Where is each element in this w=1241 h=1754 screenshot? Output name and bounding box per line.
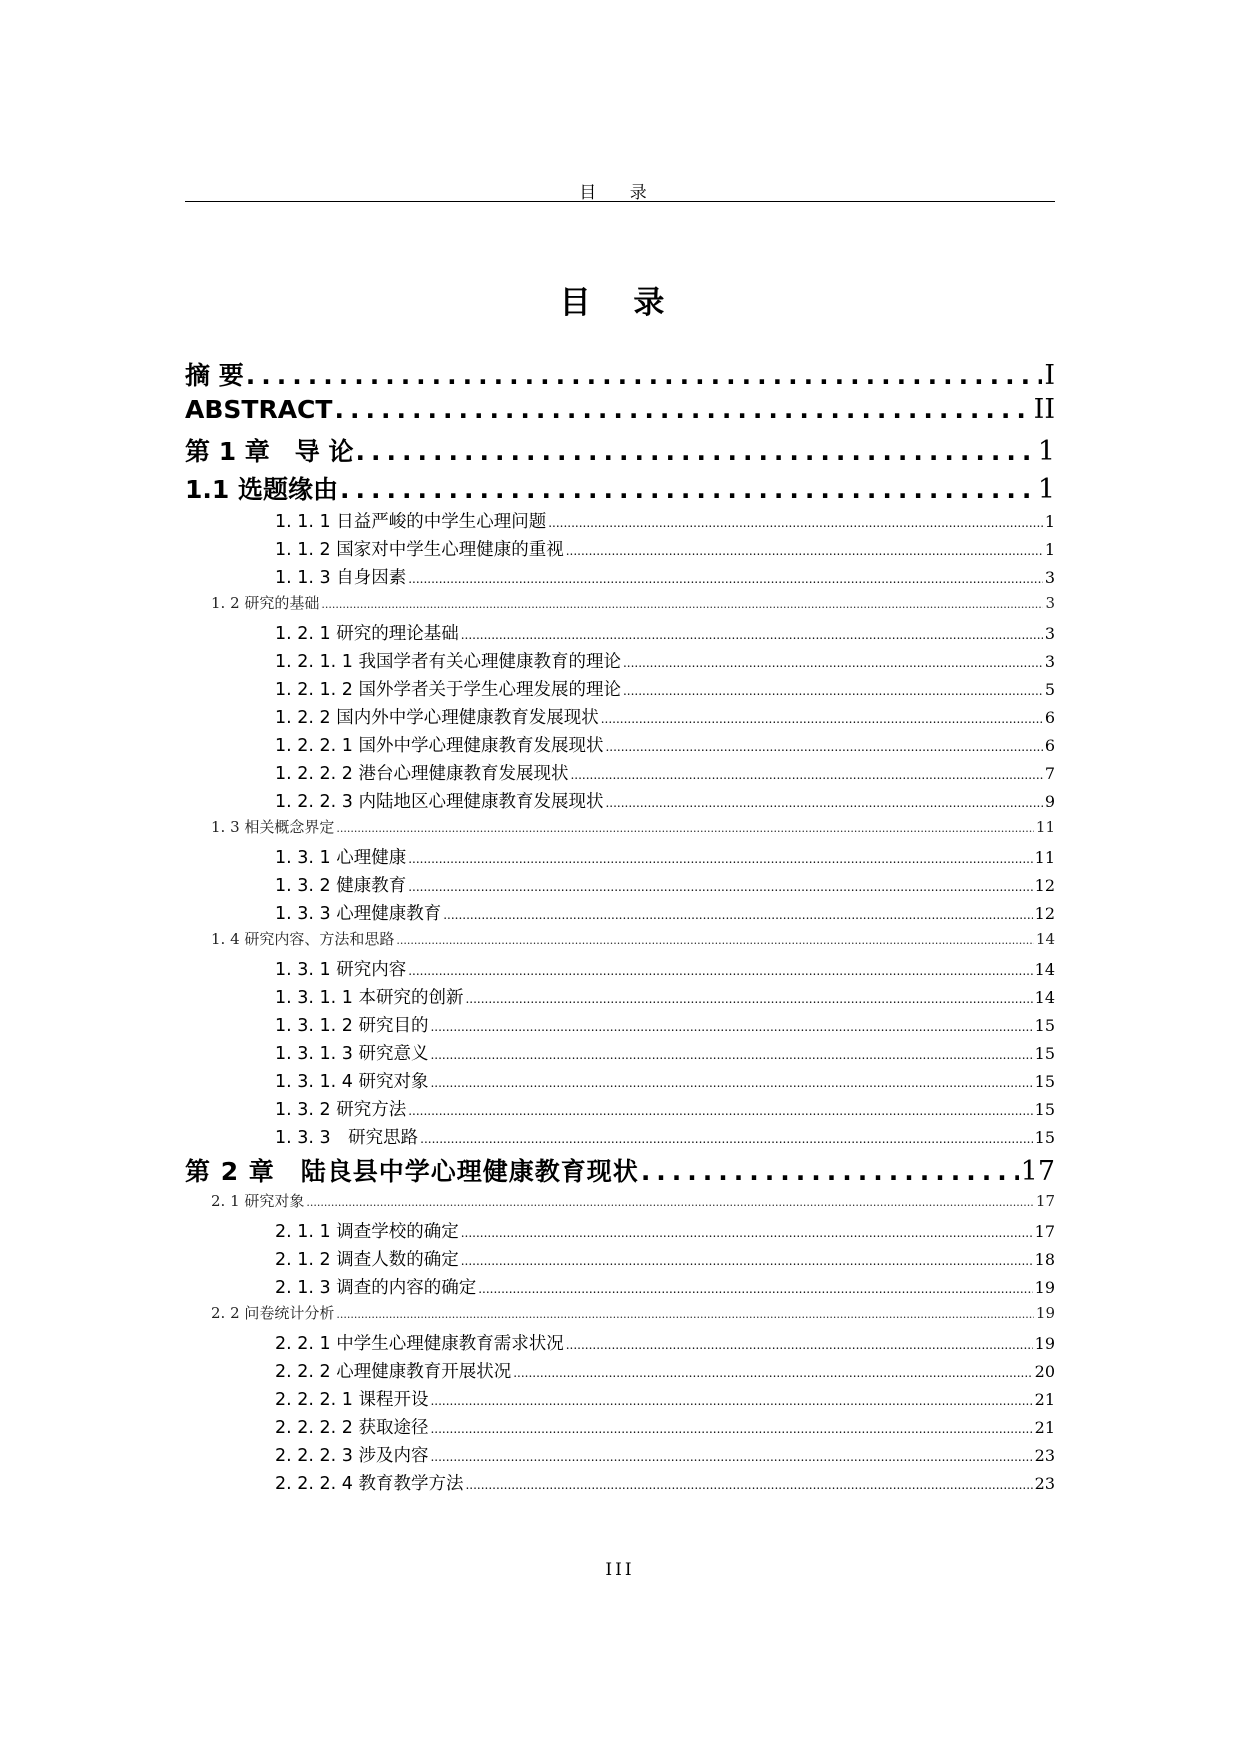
toc-entry-label: 2. 2 问卷统计分析 xyxy=(211,1304,335,1322)
header-rule xyxy=(185,201,1055,202)
toc-entry-page: 17 xyxy=(1020,1156,1055,1187)
dot-leader xyxy=(420,1132,1032,1146)
toc-entry-label: 1. 4 研究内容、方法和思路 xyxy=(211,930,395,948)
dot-leader xyxy=(408,1104,1032,1118)
dot-leader xyxy=(408,572,1043,586)
dot-leader xyxy=(336,822,1034,835)
toc-entry-label: 1. 2. 2 国内外中学心理健康教育发展现状 xyxy=(275,708,599,728)
toc-entry[interactable] xyxy=(185,788,1055,816)
toc-entry[interactable] xyxy=(185,1302,1055,1330)
toc-entry-page: 15 xyxy=(1034,1072,1055,1091)
toc-entry[interactable] xyxy=(185,470,1055,508)
toc-entry-page: 9 xyxy=(1044,792,1055,811)
toc-entry-page: 15 xyxy=(1034,1044,1055,1063)
toc-entry-label: 1. 1. 3 自身因素 xyxy=(275,568,407,588)
dot-leader xyxy=(408,852,1032,866)
toc-entry-label: 1. 3. 1. 2 研究目的 xyxy=(275,1016,429,1036)
dot-leader xyxy=(396,934,1034,947)
dot-leader xyxy=(465,992,1032,1006)
toc-entry-label: 2. 2. 1 中学生心理健康教育需求状况 xyxy=(275,1334,564,1354)
toc-entry-page: 3 xyxy=(1044,652,1055,671)
toc-entry[interactable] xyxy=(185,844,1055,872)
dot-leader xyxy=(605,740,1042,754)
toc-entry-page: 1 xyxy=(1044,540,1055,559)
toc-entry-page: 1 xyxy=(1037,474,1055,505)
toc-entry-label: 2. 2. 2. 2 获取途径 xyxy=(275,1418,429,1438)
toc-entry-page: I xyxy=(1044,360,1055,391)
toc-entry-label: 2. 2. 2. 1 课程开设 xyxy=(275,1390,429,1410)
toc-entry-label: 1. 3 相关概念界定 xyxy=(211,818,335,836)
toc-entry[interactable] xyxy=(185,648,1055,676)
dot-leader xyxy=(408,964,1032,978)
running-head: 目 录 xyxy=(579,183,661,203)
toc-entry-label: 1. 2 研究的基础 xyxy=(211,594,320,612)
table-of-contents xyxy=(185,356,1055,1498)
toc-entry-label: 1. 3. 2 健康教育 xyxy=(275,876,407,896)
toc-entry-label: 2. 1 研究对象 xyxy=(211,1192,305,1210)
toc-entry-label: 1. 3. 3 心理健康教育 xyxy=(275,904,442,924)
toc-entry-page: II xyxy=(1033,394,1055,425)
toc-entry-page: 15 xyxy=(1034,1100,1055,1119)
toc-entry[interactable] xyxy=(185,1330,1055,1358)
toc-entry-page: 17 xyxy=(1034,1222,1055,1241)
toc-entry-label: 1. 2. 1 研究的理论基础 xyxy=(275,624,459,644)
toc-entry-label: 2. 2. 2. 4 教育教学方法 xyxy=(275,1474,464,1494)
toc-entry-page: 14 xyxy=(1034,960,1055,979)
dot-leader xyxy=(478,1282,1032,1296)
toc-entry-page: 3 xyxy=(1044,568,1055,587)
toc-entry-page: 1 xyxy=(1044,512,1055,531)
toc-entry[interactable] xyxy=(185,1012,1055,1040)
toc-entry[interactable] xyxy=(185,432,1055,470)
dot-leader xyxy=(408,880,1032,894)
dot-leader xyxy=(605,796,1042,810)
dot-leader xyxy=(430,1450,1032,1464)
dot-leader xyxy=(465,1478,1032,1492)
dot-leader xyxy=(601,712,1043,726)
toc-entry-page: 23 xyxy=(1034,1446,1055,1465)
toc-entry-label: 1. 2. 2. 3 内陆地区心理健康教育发展现状 xyxy=(275,792,604,812)
toc-entry-page: 15 xyxy=(1034,1016,1055,1035)
dot-leader xyxy=(306,1196,1034,1209)
toc-entry-label: 1. 3. 1. 4 研究对象 xyxy=(275,1072,429,1092)
toc-entry-label: 1. 2. 1. 2 国外学者关于学生心理发展的理论 xyxy=(275,680,621,700)
dot-leader xyxy=(430,1076,1032,1090)
toc-entry-page: 19 xyxy=(1035,1304,1055,1322)
dot-leader xyxy=(623,684,1043,698)
toc-entry-label: 2. 2. 2. 3 涉及内容 xyxy=(275,1446,429,1466)
toc-entry[interactable] xyxy=(185,1068,1055,1096)
toc-entry-page: 21 xyxy=(1034,1390,1055,1409)
toc-entry-page: 21 xyxy=(1034,1418,1055,1437)
dot-leader xyxy=(461,1254,1033,1268)
toc-entry[interactable] xyxy=(185,536,1055,564)
toc-entry[interactable] xyxy=(185,1386,1055,1414)
toc-entry-label: 1. 1. 2 国家对中学生心理健康的重视 xyxy=(275,540,564,560)
toc-entry[interactable] xyxy=(185,1124,1055,1152)
dot-leader xyxy=(430,1048,1032,1062)
page-number: III xyxy=(605,1560,635,1580)
toc-entry[interactable] xyxy=(185,1246,1055,1274)
toc-entry-label: 1. 2. 2. 2 港台心理健康教育发展现状 xyxy=(275,764,569,784)
toc-entry-page: 3 xyxy=(1044,624,1055,643)
toc-entry-page: 3 xyxy=(1045,594,1055,612)
dot-leader xyxy=(548,516,1043,530)
toc-entry-label: 2. 2. 2 心理健康教育开展状况 xyxy=(275,1362,512,1382)
toc-entry[interactable] xyxy=(185,356,1055,394)
toc-entry[interactable] xyxy=(185,984,1055,1012)
toc-entry[interactable] xyxy=(185,1274,1055,1302)
toc-entry[interactable] xyxy=(185,1218,1055,1246)
toc-entry[interactable] xyxy=(185,508,1055,536)
toc-entry[interactable] xyxy=(185,620,1055,648)
dot-leader xyxy=(430,1020,1032,1034)
dot-leader xyxy=(461,1226,1033,1240)
toc-entry[interactable] xyxy=(185,816,1055,844)
dot-leader xyxy=(321,598,1043,611)
toc-entry-page: 19 xyxy=(1034,1334,1055,1353)
dot-leader xyxy=(461,628,1043,642)
toc-entry[interactable] xyxy=(185,1442,1055,1470)
dot-leader xyxy=(336,1308,1034,1321)
toc-entry-page: 14 xyxy=(1034,988,1055,1007)
page-title: 目 录 xyxy=(559,285,681,321)
toc-entry-label: 第 2 章 陆良县中学心理健康教育现状 xyxy=(185,1157,639,1186)
dot-leader xyxy=(443,908,1032,922)
toc-entry[interactable] xyxy=(185,592,1055,620)
toc-entry[interactable] xyxy=(185,1358,1055,1386)
toc-entry-label: 1. 3. 1. 3 研究意义 xyxy=(275,1044,429,1064)
dot-leader xyxy=(334,395,1031,424)
toc-entry-label: 2. 1. 2 调查人数的确定 xyxy=(275,1250,459,1270)
toc-entry-page: 5 xyxy=(1044,680,1055,699)
toc-entry-label: 2. 1. 3 调查的内容的确定 xyxy=(275,1278,477,1298)
dot-leader xyxy=(570,768,1042,782)
toc-entry-page: 12 xyxy=(1034,904,1055,923)
toc-entry-label: 摘 要 xyxy=(185,361,244,390)
toc-entry[interactable] xyxy=(185,1414,1055,1442)
toc-entry-label: 1. 2. 1. 1 我国学者有关心理健康教育的理论 xyxy=(275,652,621,672)
toc-entry-page: 14 xyxy=(1035,930,1055,948)
toc-entry-label: 1. 3. 1 心理健康 xyxy=(275,848,407,868)
toc-entry-page: 12 xyxy=(1034,876,1055,895)
toc-entry[interactable] xyxy=(185,1470,1055,1498)
toc-entry-label: 1. 1. 1 日益严峻的中学生心理问题 xyxy=(275,512,547,532)
dot-leader xyxy=(356,437,1036,466)
toc-entry-label: 1. 3. 1. 1 本研究的创新 xyxy=(275,988,464,1008)
toc-entry-label: ABSTRACT xyxy=(185,395,333,424)
toc-entry[interactable] xyxy=(185,1040,1055,1068)
toc-entry[interactable] xyxy=(185,900,1055,928)
toc-entry[interactable] xyxy=(185,564,1055,592)
dot-leader xyxy=(340,475,1036,504)
toc-entry[interactable] xyxy=(185,928,1055,956)
toc-entry-page: 20 xyxy=(1034,1362,1055,1381)
toc-entry-page: 18 xyxy=(1034,1250,1055,1269)
toc-entry[interactable] xyxy=(185,956,1055,984)
toc-entry-page: 19 xyxy=(1034,1278,1055,1297)
toc-entry-page: 11 xyxy=(1035,818,1055,836)
toc-entry-page: 7 xyxy=(1044,764,1055,783)
dot-leader xyxy=(513,1366,1032,1380)
toc-entry-page: 17 xyxy=(1035,1192,1055,1210)
dot-leader xyxy=(566,544,1043,558)
toc-entry-page: 6 xyxy=(1044,736,1055,755)
toc-entry[interactable] xyxy=(185,872,1055,900)
toc-entry[interactable] xyxy=(185,676,1055,704)
dot-leader xyxy=(566,1338,1033,1352)
toc-entry-page: 15 xyxy=(1034,1128,1055,1147)
dot-leader xyxy=(430,1394,1032,1408)
toc-entry-page: 6 xyxy=(1044,708,1055,727)
toc-entry[interactable] xyxy=(185,704,1055,732)
toc-entry-label: 1. 3. 1 研究内容 xyxy=(275,960,407,980)
toc-entry[interactable] xyxy=(185,1190,1055,1218)
toc-entry-label: 1. 3. 3 研究思路 xyxy=(275,1128,419,1148)
toc-entry-label: 1. 3. 2 研究方法 xyxy=(275,1100,407,1120)
toc-entry[interactable] xyxy=(185,732,1055,760)
toc-entry-label: 2. 1. 1 调查学校的确定 xyxy=(275,1222,459,1242)
toc-entry[interactable] xyxy=(185,1096,1055,1124)
dot-leader xyxy=(430,1422,1032,1436)
toc-entry-label: 第 1 章 导 论 xyxy=(185,437,354,466)
toc-entry-page: 1 xyxy=(1037,436,1055,467)
toc-entry[interactable] xyxy=(185,394,1055,432)
dot-leader xyxy=(623,656,1043,670)
toc-entry-page: 11 xyxy=(1034,848,1055,867)
toc-entry-label: 1.1 选题缘由 xyxy=(185,475,338,504)
dot-leader xyxy=(246,361,1043,390)
toc-entry[interactable] xyxy=(185,760,1055,788)
toc-entry-page: 23 xyxy=(1034,1474,1055,1493)
dot-leader xyxy=(641,1157,1019,1186)
toc-entry-label: 1. 2. 2. 1 国外中学心理健康教育发展现状 xyxy=(275,736,604,756)
toc-entry[interactable] xyxy=(185,1152,1055,1190)
